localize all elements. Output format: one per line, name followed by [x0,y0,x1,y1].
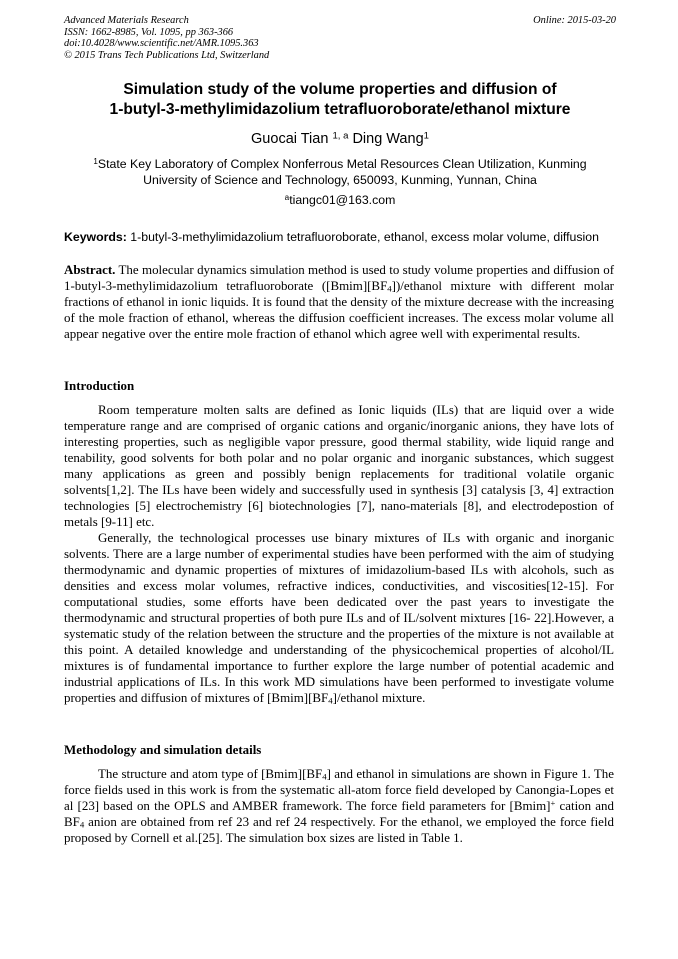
abstract-line-2b: ])/ethanol mixture with [391,277,523,293]
meth-sup-1: + [550,797,556,808]
affiliation-line-1: State Key Laboratory of Complex Nonferrous Metal Resources Clean Utilization, Kunming [97,157,587,171]
meth-text-1: The structure and atom type of [Bmim][BF [98,766,323,781]
meth-sub-2: 4 [79,819,85,830]
email-marker: a [284,193,290,203]
meth-sub-1: 4 [322,771,327,782]
intro-p2-text: Generally, the technological processes use binary mixtures of ILs with organic and inorganic solvents. There are a large number of experimental studies have been performed with the aim of studying thermodynamic and dynamic properties of mixtures of imidazolium-based ILs with alcohols, such as densities and excess molar volumes, refractive indices, conductivities, and viscosities[12-15]. For computational studies, some efforts have been dedicated over the past years to investigate the thermodynamic and structural properties of both pure ILs and of IL/solvent mixtures [16- 22].However, a systematic study of the relation between the structure and the properties of the mixture is not available at this point. A detailed knowledge and understanding of the physicochemical properties of alcohol/IL mixtures is of fundamental importance to further explore the large number of potential academic and industrial applications of ILs. In this work MD simulations have been performed to investigate volume properties and diffusion of mixtures of [Bmim][BF [64,530,614,705]
intro-p1-text: Room temperature molten salts are defined as Ionic liquids (ILs) that are liquid over a wide temperature range and are comprised of organic cations and organic/inorganic anions, they have lots of interesting properties, such as negligible vapor pressure, good thermal stability, wide liquid range and tenability, good solvents for both polar and no polar organic and inorganic substances, which suggest many applications as green and possibly benign replacements for traditional volatile organic solvents[1,2]. The ILs have been widely and successfully used in synthesis [3] catalysis [3, 4] extraction technologies [5] electrochemistry [6] biotechnologies [7], nano-materials [8], and electrodepostion of metals [9-11] etc. [64,402,614,529]
title-line-2: 1-butyl-3-methylimidazolium tetrafluoroborate/ethanol mixture [109,100,571,118]
journal-name: Advanced Materials Research [64,15,189,26]
paper-title [64,80,616,119]
author-2: Ding Wang [352,131,424,147]
author-1-affil-marker: 1, a [332,130,349,142]
email-address: tiangc01@163.com [289,193,396,207]
affiliation-line-2: University of Science and Technology, 650093, Kunming, Yunnan, China [143,173,537,187]
keywords-text: 1-butyl-3-methylimidazolium tetrafluoroborate, ethanol, excess molar volume, diffusion [130,230,599,244]
intro-p2-subscript: 4 [328,694,333,705]
affiliation [64,156,616,188]
keywords [64,229,620,245]
introduction-paragraph-1 [64,402,614,530]
intro-p2-end: ]/ethanol mixture. [332,689,426,705]
issn-line: ISSN: 1662-8985, Vol. 1095, pp 363-366 [64,26,234,38]
abstract-label: Abstract. [64,262,116,277]
journal-header [64,15,616,61]
abstract-subscript: 4 [387,283,392,294]
author-2-affil-marker: 1 [423,130,429,142]
methodology-paragraph [64,766,614,846]
affiliation-marker: 1 [93,157,98,167]
online-date: Online: 2015-03-20 [533,15,616,26]
keywords-label: Keywords: [64,230,127,244]
abstract-rest: different molar fractions of ethanol in ionic liquids. It is found that the density of the mixture decrease with the increasing of the mole fraction of ethanol, whereas the diffusion coefficient increases. The excess molar volume all appear negative over the entire mole fraction of ethanol which agree well with experimental results. [64,277,614,341]
introduction-heading: Introduction [64,378,135,393]
meth-text-3: cation and BF [64,797,614,829]
contact-email [64,192,616,208]
meth-text-2: ] and ethanol in simulations are shown in Figure 1. The force fields used in this work is from the systematic all-atom force field developed by Canongia-Lopes et al [23] based on the OPLS and AMBER framework. The force field parameters for [Bmim] [64,766,615,813]
author-1: Guocai Tian [251,131,329,147]
abstract-line-1: The molecular dynamics simulation method is used to study volume properties and [118,262,551,277]
author-list [64,131,616,148]
copyright-line: © 2015 Trans Tech Publications Ltd, Switzerland [64,49,270,61]
abstract [64,262,614,342]
meth-text-4: anion are obtained from ref 23 and ref 24 respectively. For the ethanol, we employed the force field proposed by Cornell et al.[25]. The simulation box sizes are listed in Table 1. [64,813,614,845]
methodology-heading: Methodology and simulation details [64,742,262,757]
doi-line: doi:10.4028/www.scientific.net/AMR.1095.363 [64,38,259,50]
title-line-1: Simulation study of the volume properties and diffusion of [123,81,557,98]
abstract-line-2a: diffusion of 1-butyl-3-methylimidazolium tetrafluoroborate ([Bmim][BF [64,262,615,293]
introduction-paragraph-2 [64,530,614,705]
